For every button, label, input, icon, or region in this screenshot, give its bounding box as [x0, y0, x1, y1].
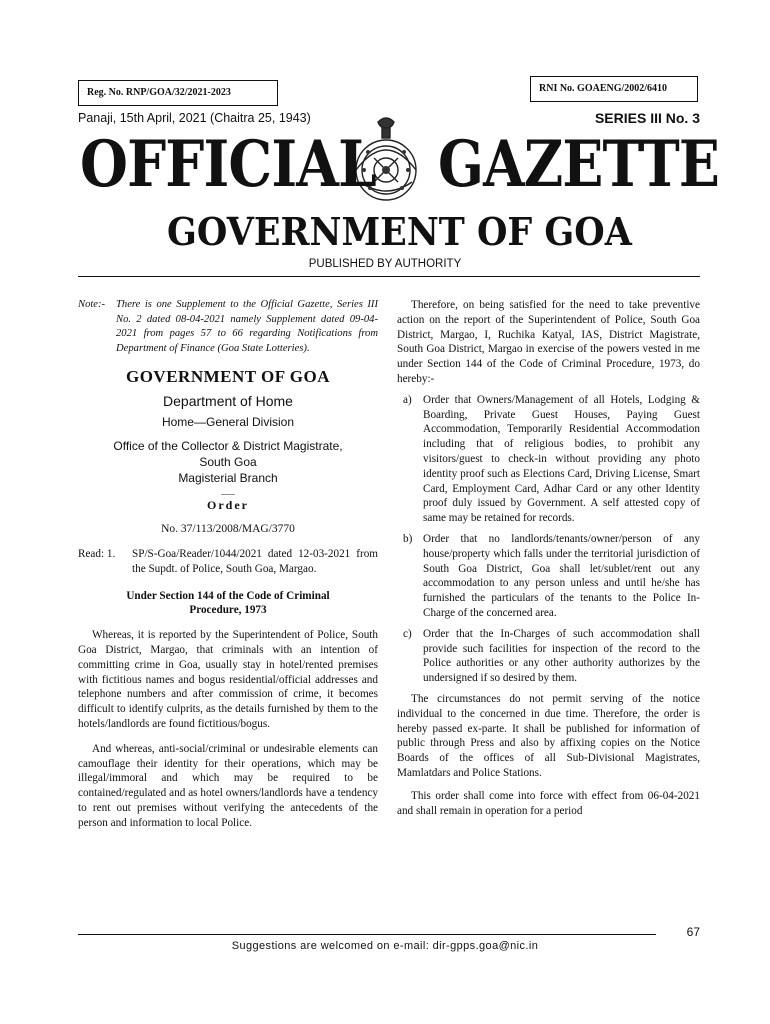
list-item — [403, 393, 700, 526]
right-column — [397, 298, 700, 818]
note-text: There is one Supplement to the Official Gazette, Series III No. 2 dated 08-04-2021 namely Supplement dated 09-04-2021 from pages 57 to 66 regarding Notifications from Department of Finance (Goa State Lotteries). — [116, 299, 378, 354]
list-item-label: a) — [403, 393, 412, 406]
office-heading — [78, 438, 378, 486]
reg-number: Reg. No. RNP/GOA/32/2021-2023 — [87, 87, 231, 98]
whereas-paragraph: Whereas, it is reported by the Superintendent of Police, South Goa District, Margao, that criminals with an intention of committing crime in Goa, usually stay in hotel/rented premises with fictitious names and bogus residential/official addresses and telephone numbers and after commission of crime, it becomes difficult to identify culprits, as the details furnished by them to the hotels/landlords are found fictitious/bogus. — [78, 629, 378, 730]
government-heading: GOVERNMENT OF GOA — [125, 367, 330, 386]
rni-number-box — [530, 76, 698, 102]
order-list — [397, 393, 700, 686]
suggestions-line: Suggestions are welcomed on e-mail: dir-gpps.goa@nic.in — [231, 940, 539, 952]
footer-divider — [78, 934, 656, 935]
reg-number-box — [78, 80, 278, 106]
circumstances-paragraph: The circumstances do not permit serving of the notice individual to the concerned in due time. Therefore, the order is hereby passed ex-parte. It shall be published for information of public through Press and also by affixing copies on the Notice Boards of the offices of all Sub-Divisional Magistrates, Mamlatdars and Police Stations. — [397, 692, 700, 779]
date-line: Panaji, 15th April, 2021 (Chaitra 25, 1943) — [78, 111, 311, 125]
order-heading: Order — [207, 498, 249, 513]
list-item — [403, 532, 700, 621]
page-number: 67 — [686, 925, 700, 939]
section-heading: Under Section 144 of the Code of Criminal Procedure, 1973 — [126, 589, 330, 617]
list-item-text: Order that the In-Charges of such accommodation shall provide such facilities for inspection of the record to the Police authorities or any other authority authorizes by the undersigned if so desired by them. — [423, 627, 700, 685]
therefore-paragraph: Therefore, on being satisfied for the need to take preventive action on the report of the Superintendent of Police, South Goa District, Margao, I, Ruchika Katyal, IAS, District Magistrate, South Goa District, Margao in exercise of the powers vested in me under Section 144 of the Code of Criminal Procedure, 1973, do hereby:- — [397, 299, 700, 385]
note-label: Note:- — [78, 299, 106, 310]
masthead-government: GOVERNMENT OF GOA — [167, 209, 632, 254]
force-paragraph: This order shall come into force with effect from 06-04-2021 and shall remain in operation for a period — [397, 789, 700, 817]
list-item-text: Order that no landlords/tenants/owner/person of any house/property which falls under the territorial jurisdiction of South Goa District, Goa shall let/sublet/rent out any accommodation to any person unless and until he/she has furnished the particulars of the tenants to the Police In-Charge of the concerned area. — [423, 532, 700, 619]
and-whereas-paragraph: And whereas, anti-social/criminal or undesirable elements can camouflage their identity for their operations, which may be illegal/immoral and which may be required to be contained/regulated and as hotel owners/landlords have a tendency to rent out premises without verifying the antecedents of the person and information to local Police. — [78, 742, 378, 829]
read-label: Read: 1. — [78, 547, 116, 560]
published-by-authority: PUBLISHED BY AUTHORITY — [308, 258, 462, 270]
masthead-gazette: GAZETTE — [438, 127, 720, 202]
list-item-text: Order that Owners/Management of all Hotels, Lodging & Boarding, Private Guest Houses, Paying Guest Accommodation, Temporarily Residential Accommodation including that of religious bodies, to prohibit any visitors/guest to check-in without providing any photo identity proof such as Elections Card, Driving License, Smart Card, Employment Card, Adhar Card or any other Identity proof duly issued by Government. A self attested copy of same may be retained for records. — [423, 393, 700, 525]
branch-heading: Magisterial Branch — [178, 471, 278, 486]
office-line-1: Office of the Collector & District Magistrate, — [113, 439, 343, 454]
list-item-label: c) — [403, 627, 412, 640]
order-number: No. 37/113/2008/MAG/3770 — [161, 523, 295, 536]
left-column — [78, 298, 378, 831]
division-heading: Home—General Division — [161, 414, 295, 429]
separator-dash: ___ — [221, 486, 235, 497]
rni-number: RNI No. GOAENG/2002/6410 — [539, 83, 668, 94]
office-line-2: South Goa — [199, 455, 257, 470]
masthead-official: OFFICIAL — [80, 127, 376, 202]
list-item — [403, 627, 700, 686]
department-heading: Department of Home — [163, 392, 293, 409]
list-item-label: b) — [403, 532, 413, 545]
read-text: SP/S-Goa/Reader/1044/2021 dated 12-03-2021 from the Supdt. of Police, South Goa, Margao. — [132, 547, 378, 575]
read-reference — [78, 547, 378, 577]
note — [78, 298, 378, 356]
series-number: SERIES III No. 3 — [594, 110, 700, 126]
header-divider — [78, 276, 700, 277]
